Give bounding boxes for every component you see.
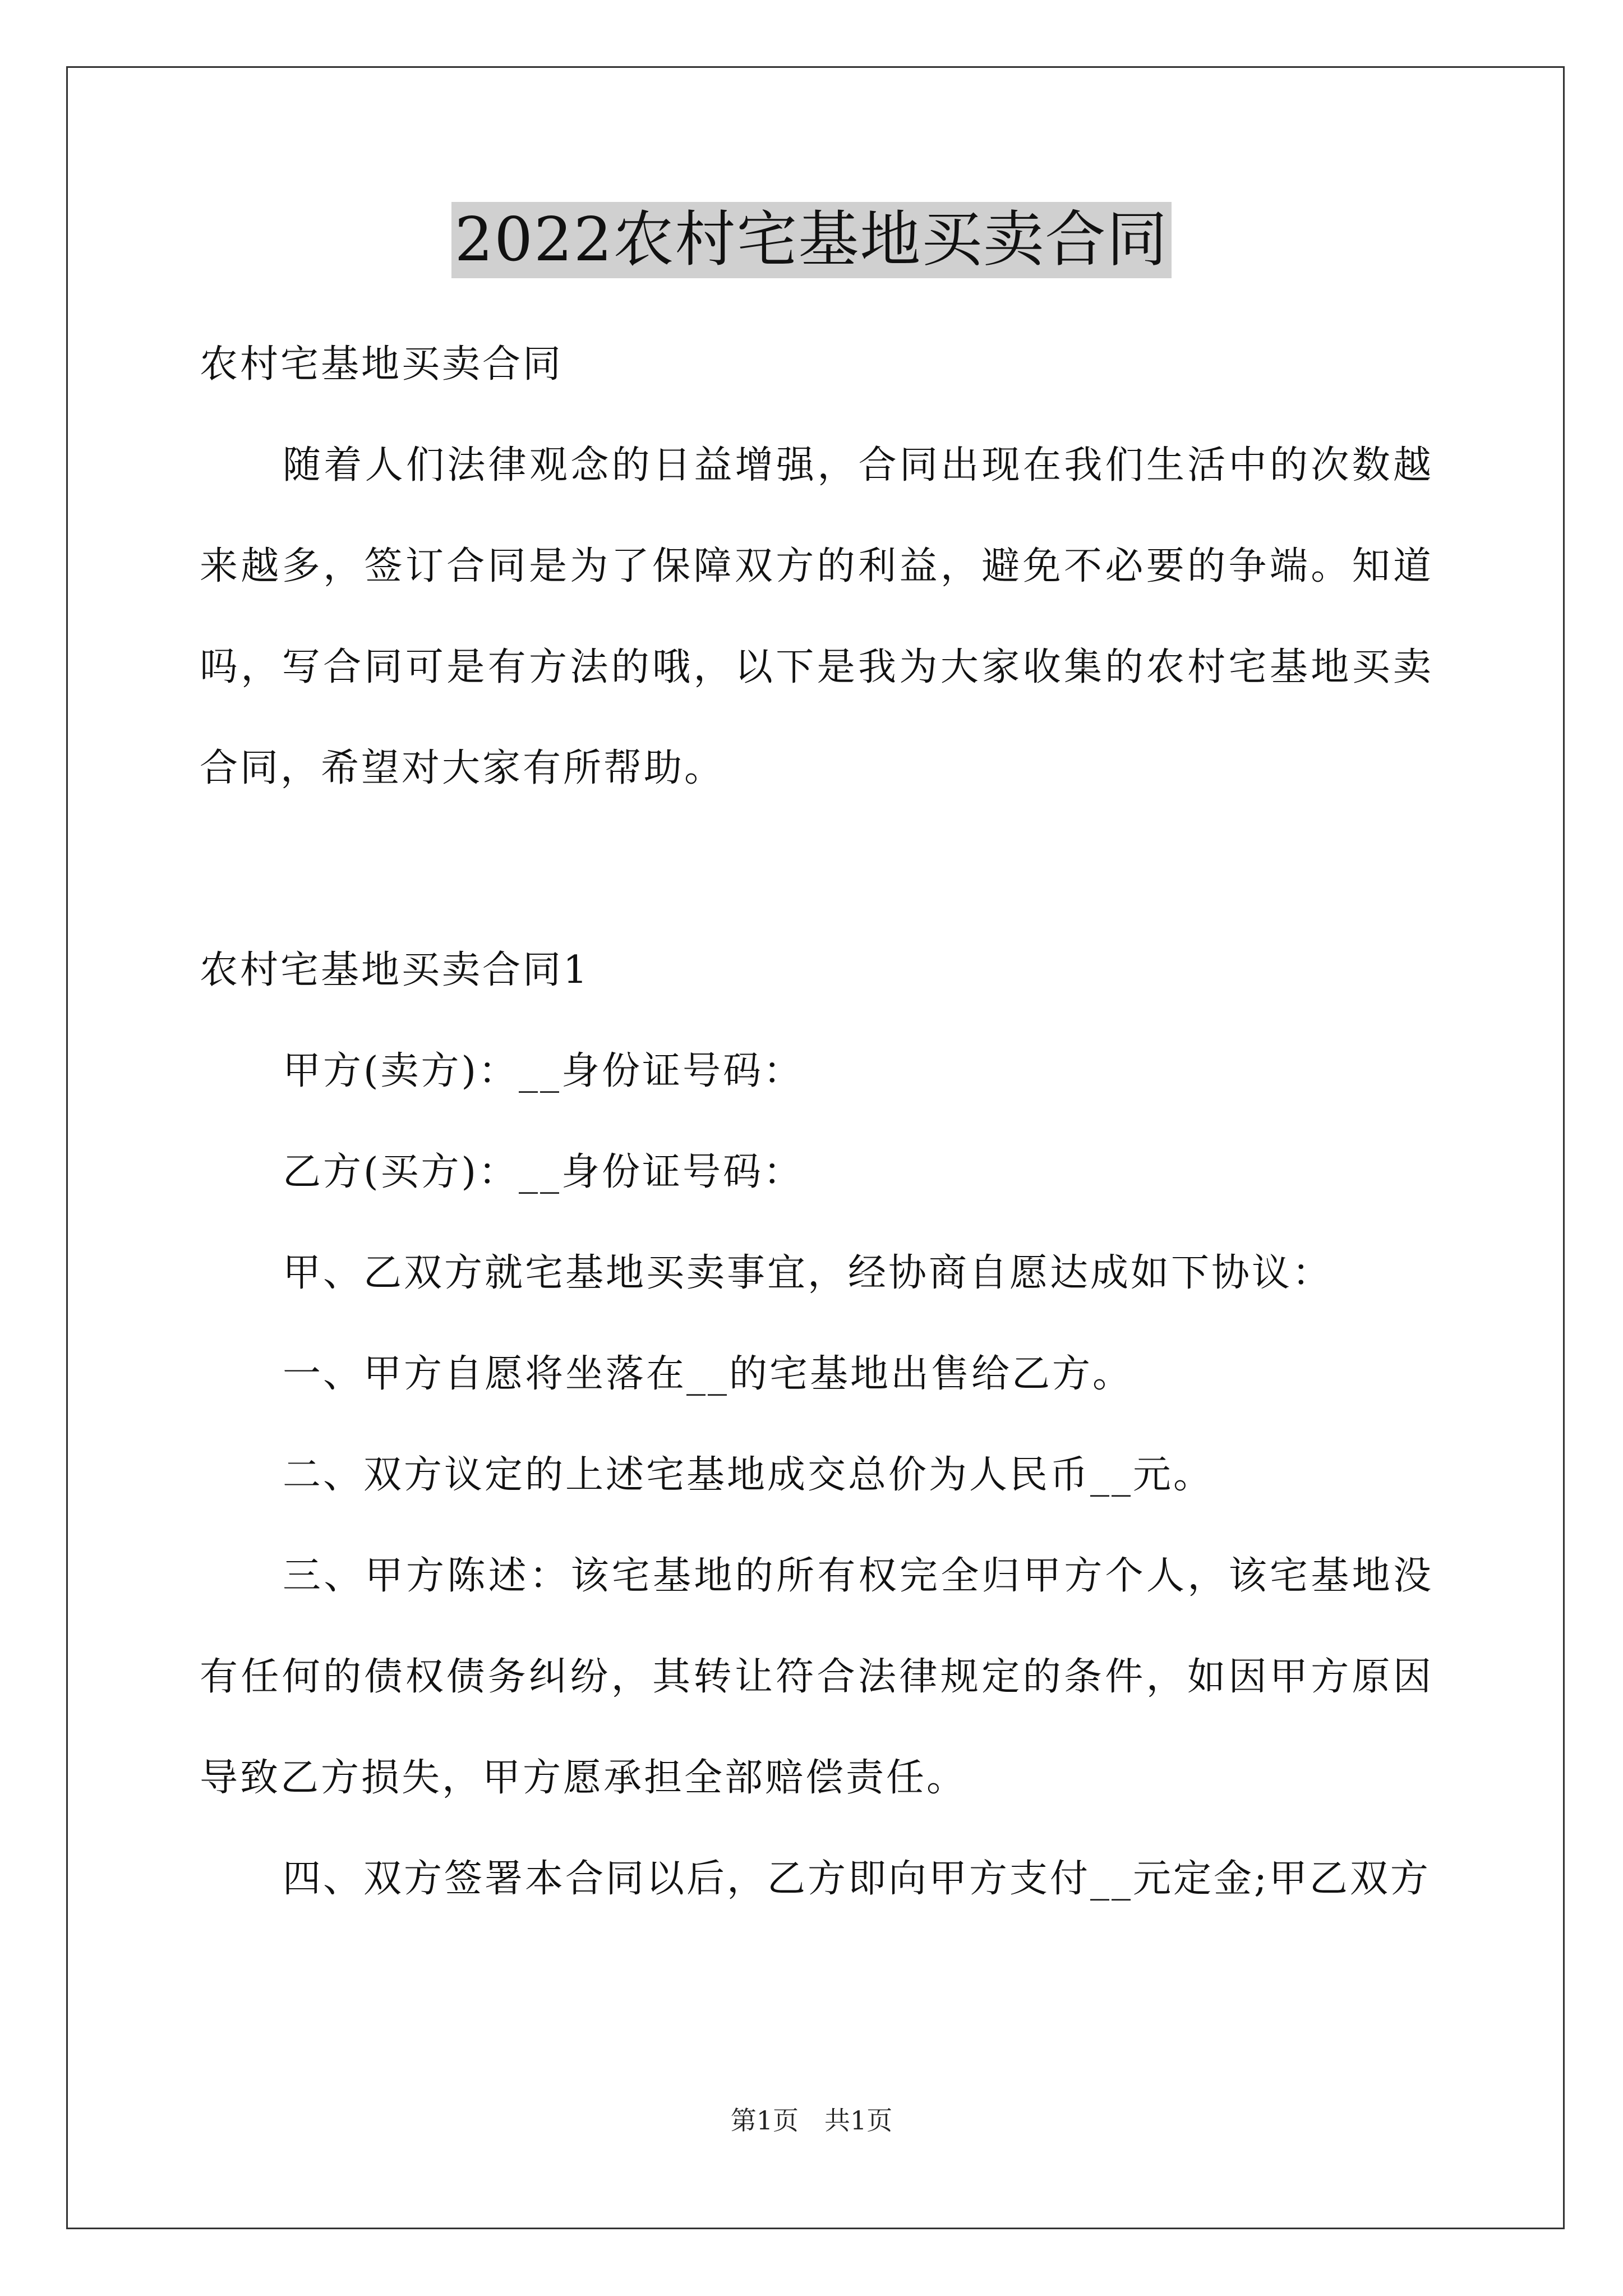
clause-2: 二、双方议定的上述宅基地成交总价为人民币__元。 [283, 1453, 1214, 1497]
title-area [0, 202, 1623, 278]
page-footer: 第1页 共1页 [730, 2105, 893, 2136]
document-body [200, 314, 1433, 1930]
clause-4: 四、双方签署本合同以后，乙方即向甲方支付__元定金;甲乙双方 [283, 1857, 1431, 1901]
clause-3: 三、甲方陈述：该宅基地的所有权完全归甲方个人，该宅基地没有任何的债权债务纠纷，其转让符合法律规定的条件，如因甲方原因导致乙方损失，甲方愿承担全部赔偿责任。 [200, 1554, 1433, 1800]
subtitle-paragraph: 农村宅基地买卖合同 [200, 342, 564, 386]
intro-paragraph: 随着人们法律观念的日益增强，合同出现在我们生活中的次数越来越多，签订合同是为了保障双方的利益，避免不必要的争端。知道吗，写合同可是有方法的哦，以下是我为大家收集的农村宅基地买卖合同，希望对大家有所帮助。 [200, 443, 1433, 790]
party-b-line: 乙方(买方)：__身份证号码： [283, 1150, 804, 1194]
section-gap [200, 819, 1433, 920]
section-heading: 农村宅基地买卖合同1 [200, 948, 590, 992]
agreement-intro: 甲、乙双方就宅基地买卖事宜，经协商自愿达成如下协议： [283, 1251, 1333, 1295]
party-a-line: 甲方(卖方)：__身份证号码： [283, 1049, 804, 1093]
clause-1: 一、甲方自愿将坐落在__的宅基地出售给乙方。 [283, 1352, 1133, 1396]
document-title: 2022农村宅基地买卖合同 [451, 202, 1172, 278]
